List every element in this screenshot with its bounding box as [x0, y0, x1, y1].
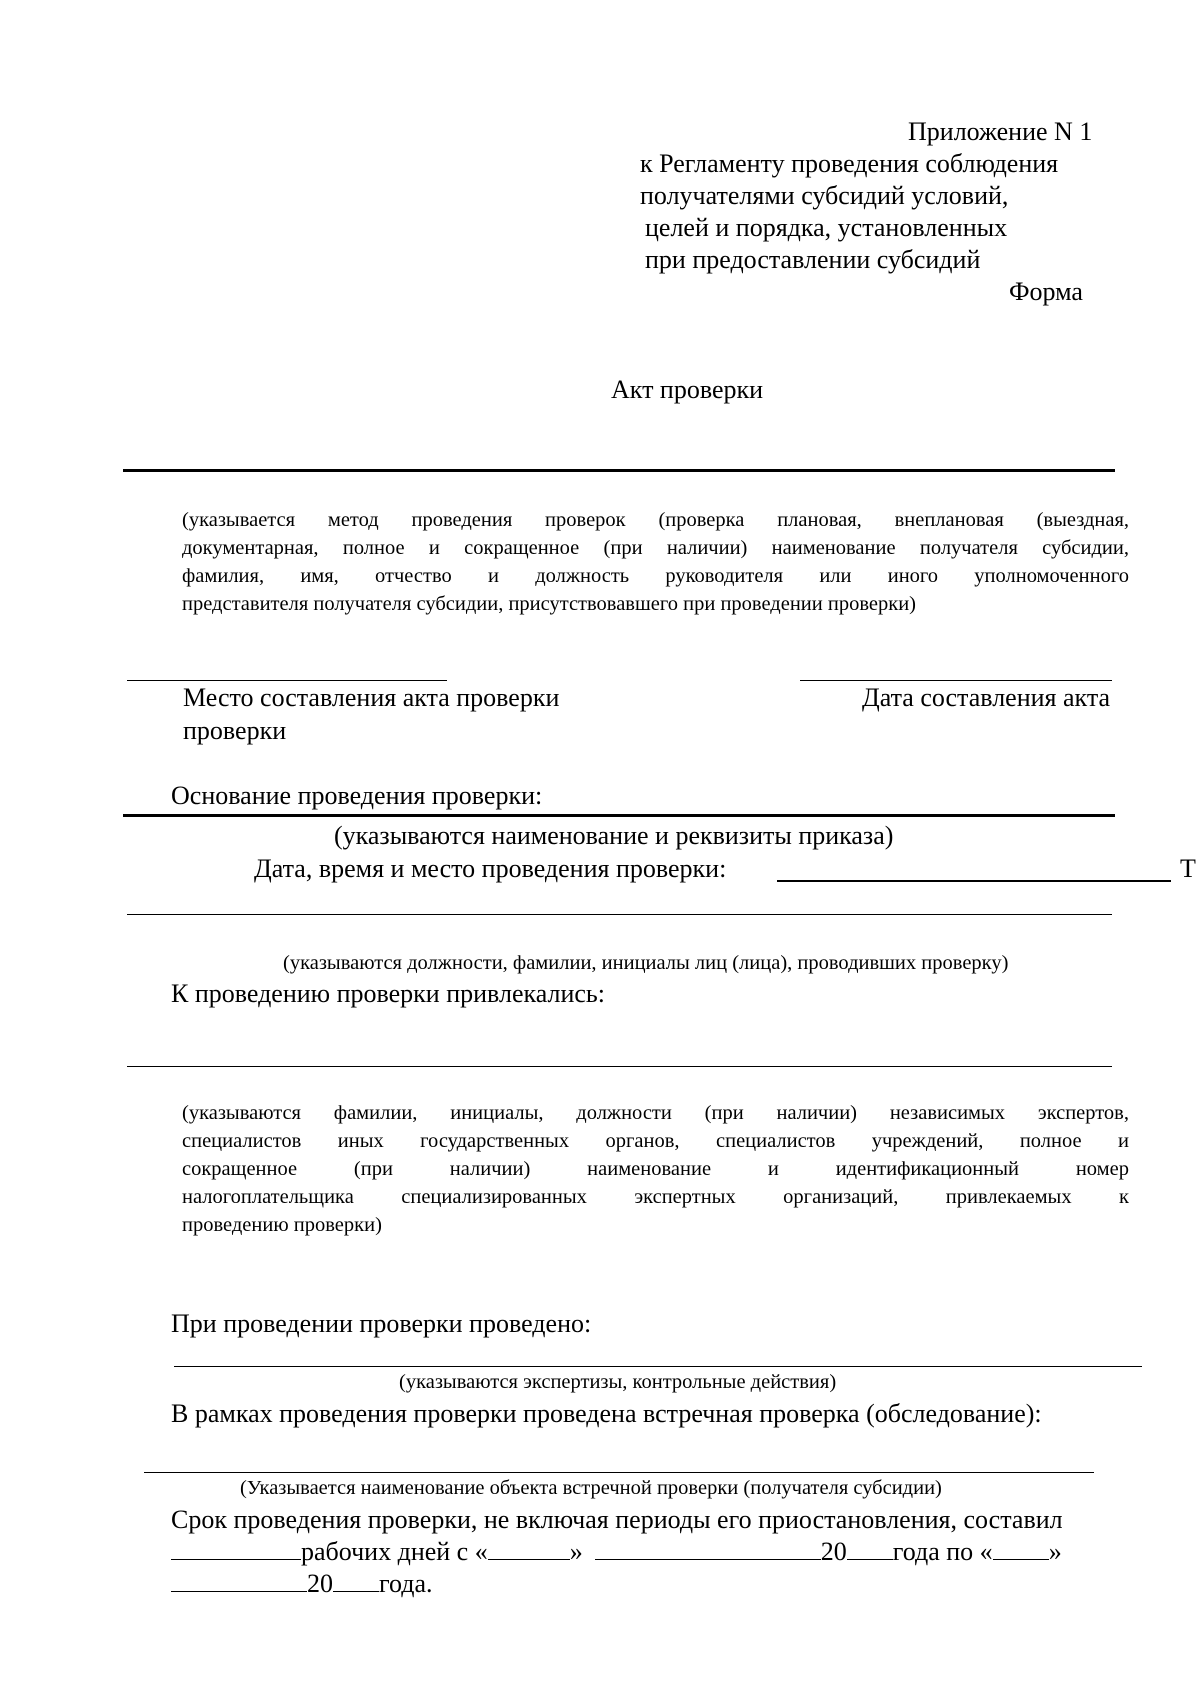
- performed-line: [174, 1366, 1142, 1367]
- place-label-continuation: проверки: [183, 716, 287, 745]
- start-year-prefix: 20: [820, 1537, 847, 1566]
- end-month-blank: [171, 1569, 307, 1592]
- counter-check-line: [144, 1472, 1094, 1473]
- date-blank-line: [800, 680, 1112, 681]
- start-month-blank: [595, 1537, 821, 1560]
- check-method-note-line-1: (указывается метод проведения проверок (проверка плановая, внеплановая (выездная,: [182, 509, 1129, 531]
- basis-label: Основание проведения проверки:: [171, 781, 543, 810]
- end-year-text: года.: [379, 1569, 433, 1598]
- experts-note: [182, 1099, 1129, 1239]
- experts-note-line-3: сокращенное (при наличии) наименование и идентификационный номер: [182, 1158, 1129, 1180]
- involved-label: К проведению проверки привлекались:: [171, 979, 606, 1008]
- involved-line: [127, 1066, 1112, 1067]
- datetime-trailing-char: Т: [1180, 854, 1196, 883]
- regulation-line-2: получателями субсидий условий,: [640, 181, 1009, 210]
- inspectors-note: (указываются должности, фамилии, инициалы лиц (лица), проводивших проверку): [283, 952, 1009, 974]
- check-method-note: [182, 506, 1129, 618]
- form-label: Форма: [1009, 277, 1083, 306]
- workdays-blank: [171, 1537, 301, 1560]
- end-year-prefix: 20: [307, 1569, 333, 1598]
- term-line-3: [171, 1568, 433, 1600]
- document-title: Акт проверки: [611, 375, 764, 404]
- check-method-line: [123, 469, 1115, 472]
- date-label: Дата составления акта: [862, 683, 1111, 712]
- term-line-1: Срок проведения проверки, не включая периоды его приостановления, составил: [171, 1505, 1063, 1534]
- datetime-blank: [777, 880, 1171, 882]
- start-year-blank: [847, 1537, 893, 1560]
- end-day-blank: [993, 1537, 1049, 1560]
- counter-check-label: В рамках проведения проверки проведена встречная проверка (обследование):: [171, 1399, 1042, 1428]
- start-day-blank: [488, 1537, 570, 1560]
- end-year-blank: [333, 1569, 379, 1592]
- basis-line: [123, 814, 1115, 817]
- year-to-text: года по «: [892, 1537, 993, 1566]
- performed-label: При проведении проверки проведено:: [171, 1309, 592, 1338]
- place-label: Место составления акта проверки: [183, 683, 560, 712]
- term-line-2: [171, 1536, 1062, 1568]
- experts-note-line-2: специалистов иных государственных органов, специалистов учреждений, полное и: [182, 1130, 1129, 1152]
- workdays-text: рабочих дней с «: [301, 1537, 488, 1566]
- experts-note-line-1: (указываются фамилии, инициалы, должности (при наличии) независимых экспертов,: [182, 1102, 1129, 1124]
- datetime-label: Дата, время и место проведения проверки:: [254, 854, 727, 883]
- check-method-note-line-4: представителя получателя субсидии, присутствовавшего при проведении проверки): [182, 593, 917, 615]
- counter-check-note: (Указывается наименование объекта встречной проверки (получателя субсидии): [240, 1477, 942, 1499]
- experts-note-line-5: проведению проверки): [182, 1214, 382, 1236]
- regulation-line-4: при предоставлении субсидий: [645, 245, 981, 274]
- inspectors-line: [127, 914, 1112, 915]
- basis-note: (указываются наименование и реквизиты приказа): [334, 821, 894, 850]
- check-method-note-line-2: документарная, полное и сокращенное (при наличии) наименование получателя субсидии,: [182, 537, 1129, 559]
- place-blank-line: [127, 680, 447, 681]
- experts-note-line-4: налогоплательщика специализированных экспертных организаций, привлекаемых к: [182, 1186, 1129, 1208]
- end-day-close-quote: »: [1048, 1537, 1062, 1566]
- check-method-note-line-3: фамилия, имя, отчество и должность руководителя или иного уполномоченного: [182, 565, 1129, 587]
- start-day-close-quote: »: [569, 1537, 583, 1566]
- regulation-line-1: к Регламенту проведения соблюдения: [640, 149, 1059, 178]
- appendix-number: Приложение N 1: [908, 117, 1093, 146]
- performed-note: (указываются экспертизы, контрольные действия): [399, 1371, 837, 1393]
- regulation-line-3: целей и порядка, установленных: [645, 213, 1008, 242]
